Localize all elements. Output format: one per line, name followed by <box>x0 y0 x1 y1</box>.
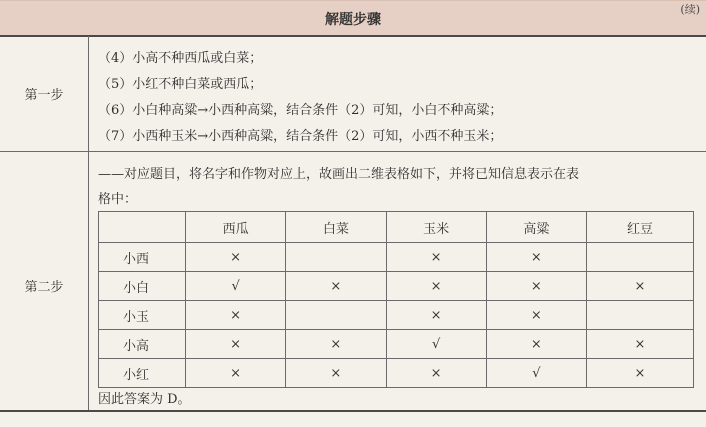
step1-line-3: （6）小白种高粱→小西种高粱，结合条件（2）可知，小白不种高粱； <box>98 103 503 118</box>
grid-cell: × <box>386 243 486 272</box>
step1-line-2: （5）小红不种白菜或西瓜； <box>98 77 263 92</box>
grid-cell <box>286 301 386 330</box>
grid-cell: × <box>286 272 386 301</box>
step2-intro-line-1: ——对应题目，将名字和作物对应上，故画出二维表格如下，并将已知信息表示在表 <box>98 167 580 182</box>
step2-label: 第二步 <box>24 280 64 295</box>
grid-cell: × <box>486 243 586 272</box>
column-header: 白菜 <box>286 212 386 243</box>
grid-cell: × <box>587 272 694 301</box>
grid-cell <box>587 243 694 272</box>
header-corner-note: (续) <box>680 3 700 16</box>
table-row <box>99 243 694 272</box>
row-header: 小白 <box>99 272 186 301</box>
row-header: 小高 <box>99 330 186 359</box>
table-row <box>99 301 694 330</box>
grid-cell: × <box>186 330 286 359</box>
row-header: 小西 <box>99 243 186 272</box>
table-header <box>0 0 706 37</box>
grid-cell: √ <box>486 359 586 388</box>
step2-intro-line-2: 格中： <box>98 192 138 207</box>
table-row <box>99 330 694 359</box>
grid-corner-cell <box>99 212 186 243</box>
grid-cell: × <box>186 243 286 272</box>
step1-line-4: （7）小西种玉米→小西种高粱，结合条件（2）可知，小西不种玉米； <box>98 129 503 144</box>
grid-cell: × <box>386 359 486 388</box>
grid-header-row <box>99 212 694 243</box>
column-header: 红豆 <box>587 212 694 243</box>
table-row <box>99 272 694 301</box>
grid-cell <box>587 301 694 330</box>
step-separator <box>0 151 706 152</box>
grid-cell: × <box>486 301 586 330</box>
grid-cell: × <box>587 330 694 359</box>
column-divider <box>88 36 89 410</box>
table-row <box>99 359 694 388</box>
conclusion-text: 因此答案为 D。 <box>98 392 191 407</box>
name-crop-grid <box>98 211 694 388</box>
header-title: 解题步骤 <box>325 12 381 28</box>
grid-cell: × <box>186 359 286 388</box>
grid-cell: × <box>486 272 586 301</box>
grid-cell: √ <box>186 272 286 301</box>
grid-cell: × <box>286 330 386 359</box>
grid-cell: × <box>186 301 286 330</box>
column-header: 西瓜 <box>186 212 286 243</box>
bottom-rule <box>0 410 706 412</box>
grid-cell: × <box>486 330 586 359</box>
row-header: 小玉 <box>99 301 186 330</box>
column-header: 高粱 <box>486 212 586 243</box>
row-header: 小红 <box>99 359 186 388</box>
column-header: 玉米 <box>386 212 486 243</box>
grid-cell: × <box>286 359 386 388</box>
grid-cell: √ <box>386 330 486 359</box>
step1-label: 第一步 <box>24 88 64 103</box>
grid-cell: × <box>386 301 486 330</box>
step1-line-1: （4）小高不种西瓜或白菜； <box>98 51 263 66</box>
grid-cell: × <box>386 272 486 301</box>
grid-cell <box>286 243 386 272</box>
grid-cell: × <box>587 359 694 388</box>
